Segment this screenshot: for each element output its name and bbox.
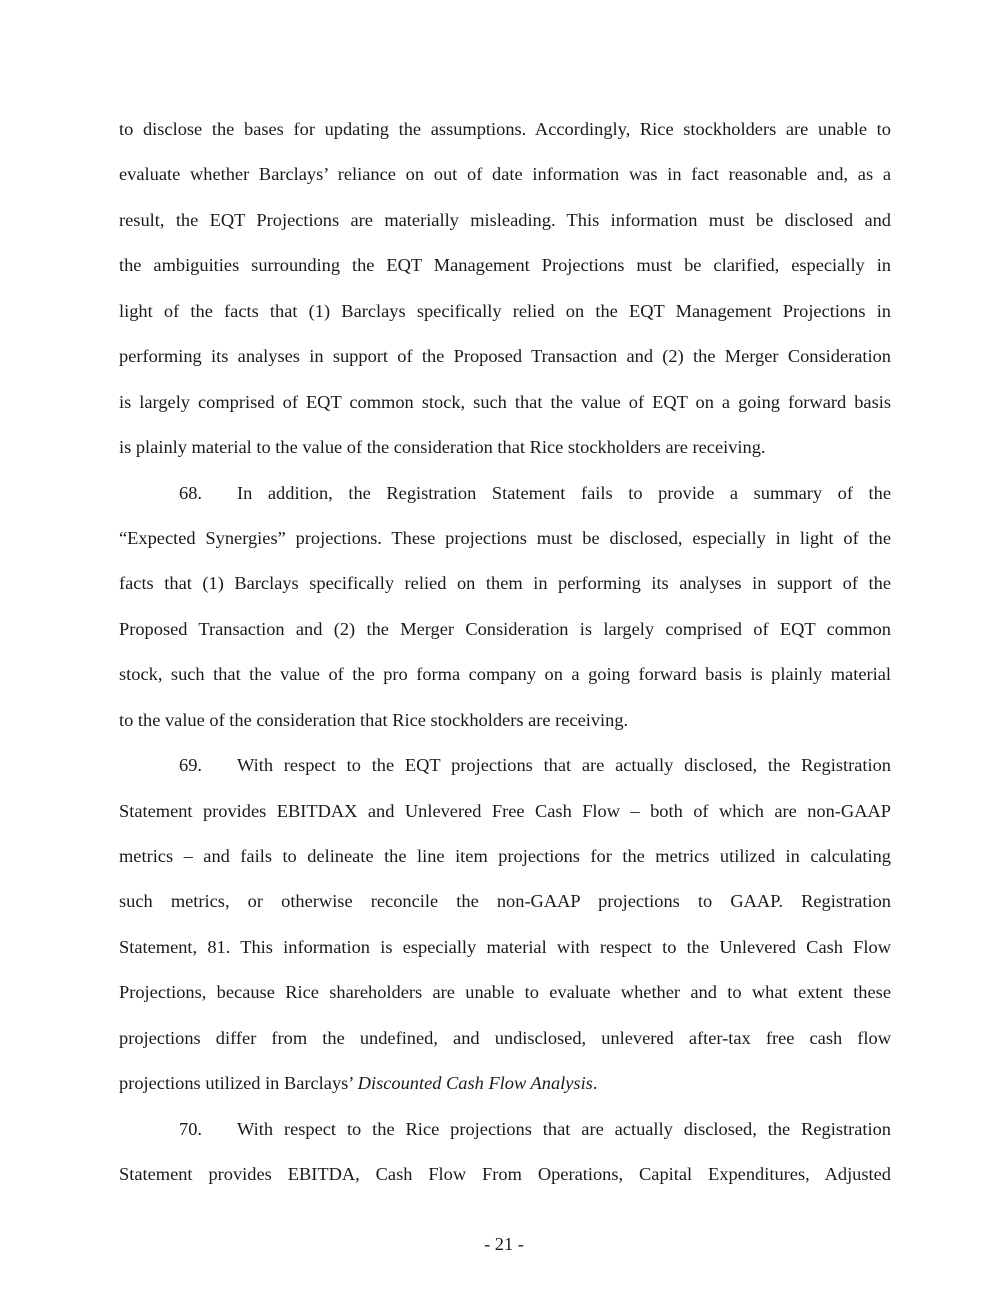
text-line: Projections, because Rice shareholders are unable to evaluate whether and to what extent these bbox=[119, 982, 891, 1003]
text-line: metrics – and fails to delineate the line item projections for the metrics utilized in calculating bbox=[119, 846, 891, 866]
text-span: . bbox=[592, 1073, 598, 1094]
text-line: the ambiguities surrounding the EQT Management Projections must be clarified, especially in bbox=[119, 255, 891, 276]
text-line: such metrics, or otherwise reconcile the non-GAAP projections to GAAP. Registration bbox=[119, 891, 891, 912]
text-line: “Expected Synergies” projections. These projections must be disclosed, especially in light of the bbox=[119, 527, 891, 548]
paragraph-number: 68. bbox=[179, 482, 202, 503]
page-number: - 21 - bbox=[484, 1234, 524, 1254]
text-line: facts that (1) Barclays specifically relied on them in performing its analyses in support of the bbox=[119, 573, 891, 594]
text-line: light of the facts that (1) Barclays specifically relied on the EQT Management Projections in bbox=[119, 300, 891, 321]
paragraph-69-first-line bbox=[119, 743, 891, 788]
paragraph-number: 69. bbox=[179, 755, 202, 776]
document-page bbox=[119, 107, 891, 1198]
text-line: to disclose the bases for updating the assumptions. Accordingly, Rice stockholders are unable to bbox=[119, 119, 891, 139]
text-line: result, the EQT Projections are materially misleading. This information must be disclosed and bbox=[119, 209, 891, 230]
paragraph-text: In addition, the Registration Statement fails to provide a summary of the bbox=[237, 482, 891, 503]
text-line: Statement, 81. This information is especially material with respect to the Unlevered Cash Flow bbox=[119, 936, 891, 957]
text-line: Statement provides EBITDA, Cash Flow From Operations, Capital Expenditures, Adjusted bbox=[119, 1164, 891, 1185]
paragraph-68-first-line bbox=[119, 471, 891, 516]
text-line: Statement provides EBITDAX and Unlevered Free Cash Flow – both of which are non-GAAP bbox=[119, 800, 891, 821]
text-line: Proposed Transaction and (2) the Merger Consideration is largely comprised of EQT common bbox=[119, 618, 891, 639]
text-line: evaluate whether Barclays’ reliance on out of date information was in fact reasonable and, as a bbox=[119, 164, 891, 185]
text-line: stock, such that the value of the pro forma company on a going forward basis is plainly material bbox=[119, 664, 891, 685]
text-line: performing its analyses in support of the Proposed Transaction and (2) the Merger Consideration bbox=[119, 346, 891, 367]
paragraph-text: With respect to the EQT projections that are actually disclosed, the Registration bbox=[237, 755, 891, 776]
italic-title: Discounted Cash Flow Analysis bbox=[357, 1073, 593, 1094]
paragraph-number: 70. bbox=[179, 1118, 202, 1139]
text-line: is plainly material to the value of the consideration that Rice stockholders are receiving. bbox=[119, 437, 766, 458]
text-line-with-italic bbox=[119, 1061, 891, 1106]
text-line: is largely comprised of EQT common stock, such that the value of EQT on a going forward basis bbox=[119, 391, 891, 412]
text-line: to the value of the consideration that Rice stockholders are receiving. bbox=[119, 709, 629, 730]
paragraph-70-first-line bbox=[119, 1107, 891, 1152]
text-line: projections differ from the undefined, and undisclosed, unlevered after-tax free cash flow bbox=[119, 1027, 891, 1048]
paragraph-text: With respect to the Rice projections that are actually disclosed, the Registration bbox=[237, 1118, 891, 1139]
text-span: projections utilized in Barclays’ bbox=[119, 1073, 358, 1094]
